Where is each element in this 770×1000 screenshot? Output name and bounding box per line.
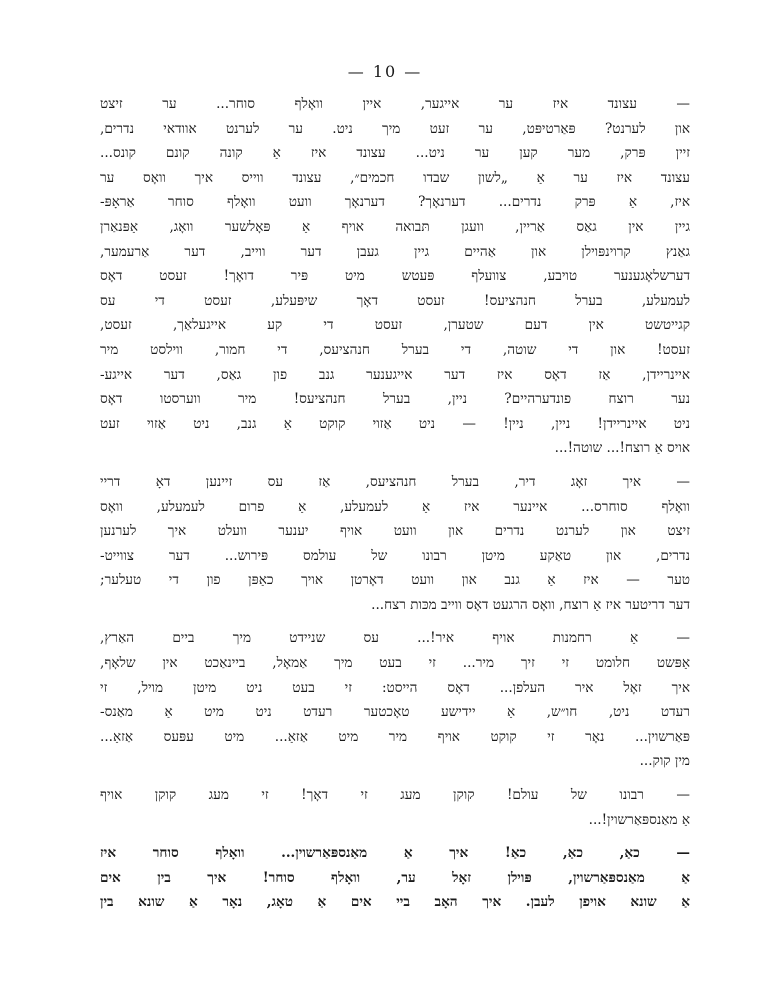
paragraph xyxy=(100,470,690,618)
text-line: — רבונו של עולם! קוקן מעג זי דאָך! זי מעג קוקן אויף xyxy=(100,787,690,804)
text-line: אַ שונא אויפן לעבן. איך האָב ביי אים אַ טאָג, נאָר אַ שונא בין xyxy=(100,894,690,911)
text-line: אַפּשט חלומט זי זיך מיר... זי בעט מיך אַמאָל, ביינאַכט אין שלאָף, xyxy=(100,655,690,672)
text-line: — איך זאָג דיר, בערל חנהציעס, אַז עס זיינען דאָ דריי xyxy=(100,473,690,490)
paragraph xyxy=(100,626,690,774)
paragraph xyxy=(100,92,690,461)
text-line: עצונד איז ער אַ „לשון שבדו חכמים״, עצונד ווייס איך וואָס ער xyxy=(100,169,690,186)
text-line: פּאַרשוין... נאָר זי קוקט אויף מיר מיט אַזאַ... מיט עפּעס אַזאַ... xyxy=(100,728,690,745)
text-line: זיין פּרק, מער קען ער ניט... עצונד איז אַ קונה קונם קונס... xyxy=(100,145,690,162)
text-line: — אַ רחמנות אויף איר!... עס שניידט מיך ביים האַרץ, xyxy=(100,630,690,647)
text-line: ניט איינריידן! ניין, ניין! — ניט אַזוי קוקט אַ גנב, ניט אַזוי זעט xyxy=(100,415,690,432)
text-line: — כאַ, כאַ, כאַ! איך אַ מאַנספּאַרשוין... וואָלף סוחר איז xyxy=(100,845,690,862)
text-line: — עצונד איז ער אייגער, איין וואָלף סוחר... ער זיצט xyxy=(100,96,690,112)
text-line: נער רוצח פונדערהיים? ניין, בערל חנהציעס! מיר ווערסטו דאָס xyxy=(100,391,690,408)
text-line: אויס אַ רוצח!... שוטה!... xyxy=(554,440,690,457)
text-line: לעמעלע, בערל חנהציעס! זעסט דאָך שיפּעלע, זעסט די עס xyxy=(100,292,690,309)
text-line: דער דריטער איז אַ רוצח, וואָס הרגעט דאָס ווייב מכּות רצח... xyxy=(371,596,690,613)
text-line: נדרים, און טאַקע מיטן רבונו של עולמס פּירוש... דער צווייט- xyxy=(100,547,690,564)
text-body xyxy=(100,92,690,924)
text-line: איינריידן, אַז דאָס איז דער אייגענער גנב פון גאַס, דער אייגע- xyxy=(100,366,690,383)
text-line: איך זאָל איר העלפן... דאָס הייסט: זי בעט ניט מיטן מויל, זי xyxy=(100,679,690,696)
paragraph xyxy=(100,783,690,832)
text-line: קגייטשט אין דעם שטערן, זעסט די קע אייגעלאַך, זעסט, xyxy=(100,317,690,334)
text-line: וואָלף סוחרס... איינער איז אַ לעמעלע, אַ פרום לעמעלע, וואָס xyxy=(100,498,690,515)
text-line: איז, אַ פּרק נדרים... דערנאָך? דערנאָך וועט וואָלף סוחר אַראָפּ- xyxy=(100,194,690,211)
text-line: דערשלאָגענער טויבע, צוועלף פּעטש מיט פּיר דואָך! זעסט דאָס xyxy=(100,268,690,285)
page-number: — 10 — xyxy=(347,62,423,81)
text-line: גאַנץ קרוינפּוילן און אַהיים גיין געבן דער ווייב, דער אַרעמער, xyxy=(100,243,690,260)
text-line: זעסט! און די שוטה, די בערל חנהציעס, די חמור, ווילסט מיר xyxy=(100,341,690,358)
text-line: גיין אין גאַס אַריין, וועגן תּבואה אויף אַ פּאָלשער וואָג, אַפּנאַרן xyxy=(100,218,690,235)
text-line: טער — איז אַ גנב און וועט דאָרטן אויך כאַפּן פון די טעלער; xyxy=(100,572,690,589)
text-line: רעדט ניט, חו״ש, אַ יידישע טאָכטער רעדט ניט מיט אַ מאַנס- xyxy=(100,704,690,721)
paragraph xyxy=(100,841,690,915)
text-line: אַ מאַנספּאַרשוין, פּוילן זאָל ער, וואָלף סוחר! איך בין אים xyxy=(100,869,690,886)
text-line: אַ מאַנספּאַרשוין!... xyxy=(588,811,690,828)
text-line: מין קוק... xyxy=(639,753,690,770)
text-line: און לערנט? פּאַרטיפּט, ער זעט מיך ניט. ער לערנט אוודאי נדרים, xyxy=(100,120,690,137)
text-line: זיצט און לערנט נדרים און וועט אויף יענער וועלט איך לערנען xyxy=(100,523,690,540)
